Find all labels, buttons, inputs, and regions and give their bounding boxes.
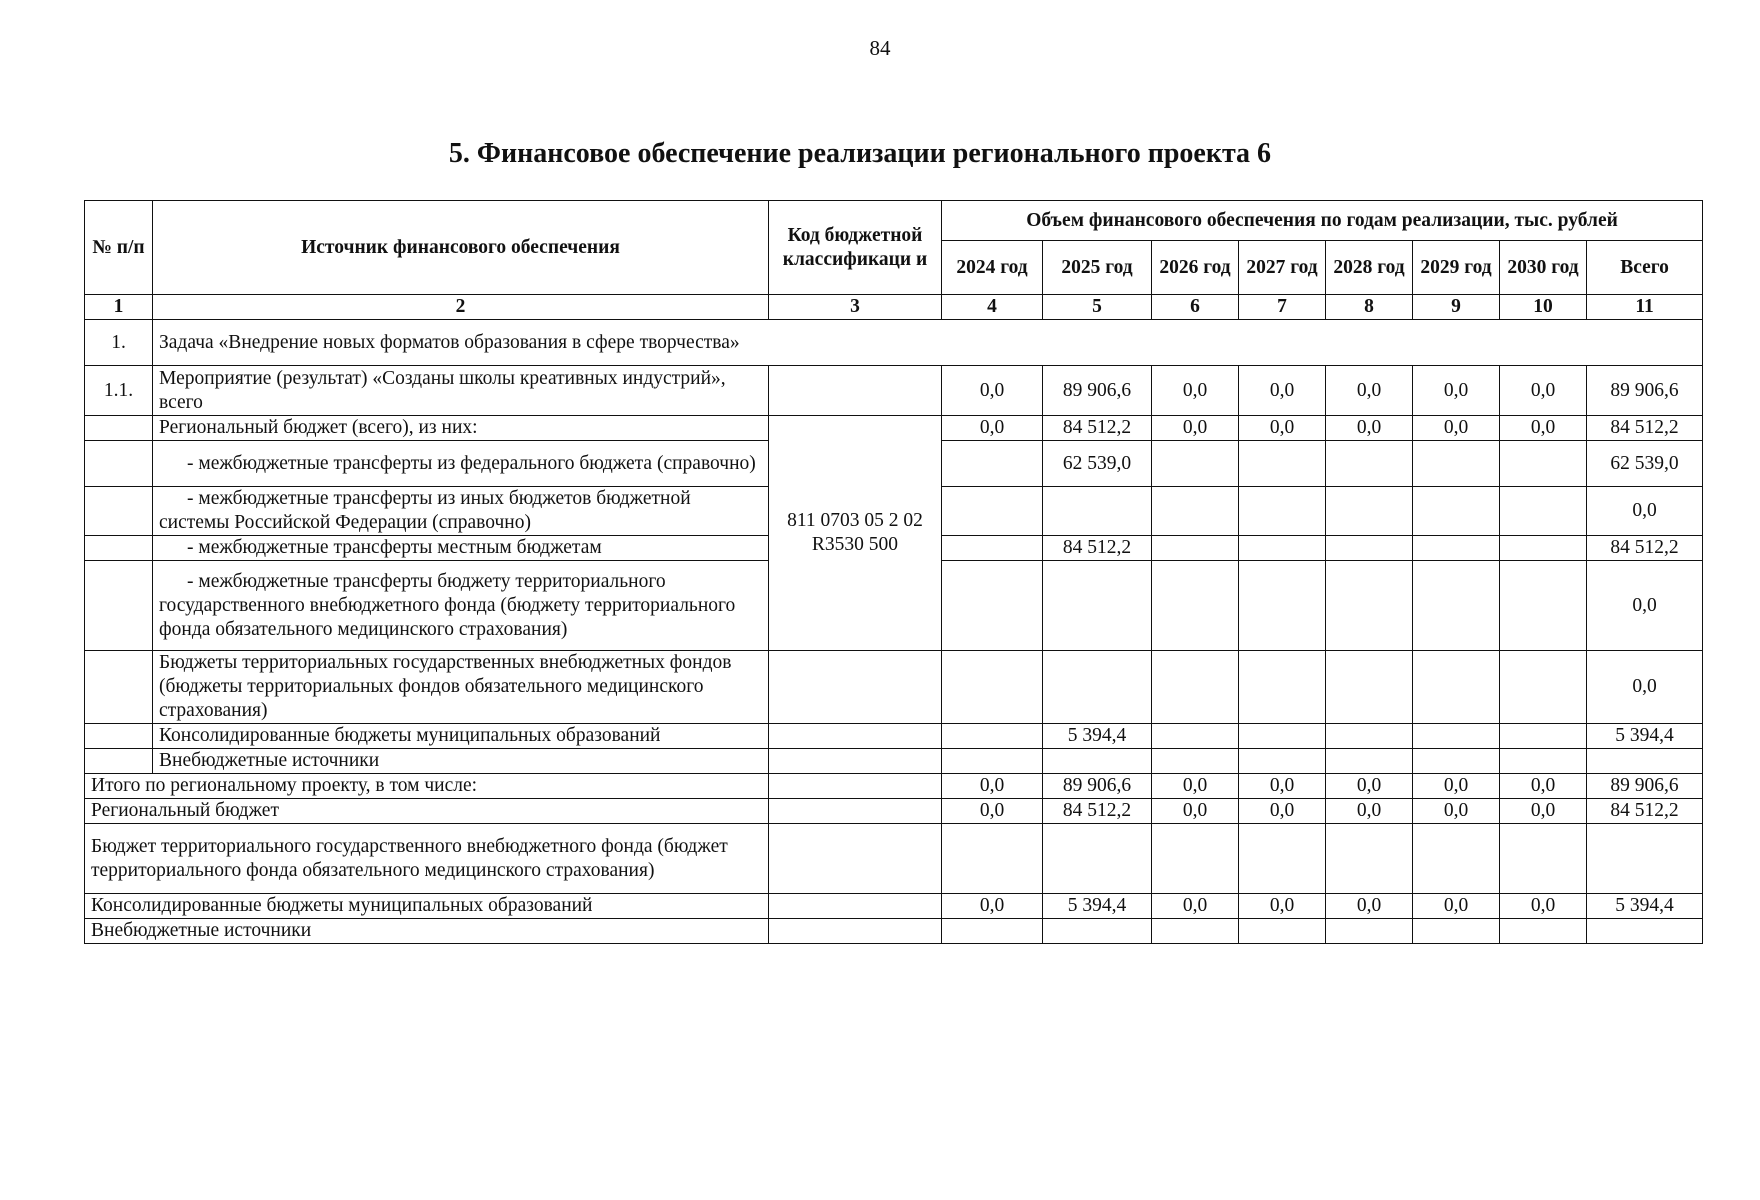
code-cell xyxy=(769,919,942,944)
value-cell xyxy=(942,441,1043,487)
value-cell xyxy=(1413,441,1500,487)
total-row xyxy=(85,919,1703,944)
total-value: 0,0 xyxy=(942,774,1043,799)
value-cell: 0,0 xyxy=(1326,416,1413,441)
value-cell xyxy=(942,651,1043,724)
column-number: 4 xyxy=(942,295,1043,320)
value-cell xyxy=(1152,724,1239,749)
total-value: 89 906,6 xyxy=(1043,774,1152,799)
total-label: Консолидированные бюджеты муниципальных образований xyxy=(85,894,769,919)
event-value: 0,0 xyxy=(1326,366,1413,416)
total-value: 0,0 xyxy=(1152,774,1239,799)
value-cell xyxy=(1043,651,1152,724)
value-cell xyxy=(1500,487,1587,536)
header-year: 2027 год xyxy=(1239,241,1326,295)
value-cell xyxy=(1500,651,1587,724)
value-cell xyxy=(1152,441,1239,487)
source-label: Бюджеты территориальных государственных внебюджетных фондов (бюджеты территориальных фондов обязательного медицинского страхования) xyxy=(153,651,769,724)
section-title: 5. Финансовое обеспечение реализации регионального проекта 6 xyxy=(448,138,1272,169)
header-num: № п/п xyxy=(85,201,153,295)
task-num: 1. xyxy=(85,320,153,366)
source-label: Внебюджетные источники xyxy=(153,749,769,774)
value-cell: 0,0 xyxy=(942,416,1043,441)
total-row xyxy=(85,799,1703,824)
value-cell xyxy=(1043,487,1152,536)
total-value: 5 394,4 xyxy=(1587,894,1703,919)
event-value: 89 906,6 xyxy=(1587,366,1703,416)
source-label: - межбюджетные трансферты местным бюджетам xyxy=(153,536,769,561)
value-cell: 84 512,2 xyxy=(1043,536,1152,561)
source-row xyxy=(85,724,1703,749)
value-cell xyxy=(1413,651,1500,724)
total-value xyxy=(1587,919,1703,944)
value-cell: 0,0 xyxy=(1500,416,1587,441)
total-value: 0,0 xyxy=(1239,774,1326,799)
header-volume: Объем финансового обеспечения по годам реализации, тыс. рублей xyxy=(942,201,1703,241)
column-number-row xyxy=(85,295,1703,320)
total-value xyxy=(1587,824,1703,894)
header-year: 2029 год xyxy=(1413,241,1500,295)
code-cell xyxy=(769,824,942,894)
value-cell xyxy=(1152,536,1239,561)
column-number: 2 xyxy=(153,295,769,320)
total-value: 0,0 xyxy=(1413,799,1500,824)
total-value: 5 394,4 xyxy=(1043,894,1152,919)
value-cell xyxy=(1152,651,1239,724)
value-cell xyxy=(1239,724,1326,749)
row-num xyxy=(85,651,153,724)
code-cell xyxy=(769,799,942,824)
value-cell xyxy=(1326,441,1413,487)
column-number: 9 xyxy=(1413,295,1500,320)
source-label: - межбюджетные трансферты бюджету территориального государственного внебюджетного фонда (бюджету территориального фонда обязательного медицинского страхования) xyxy=(153,561,769,651)
value-cell xyxy=(1326,651,1413,724)
value-cell: 0,0 xyxy=(1587,651,1703,724)
value-cell xyxy=(1326,487,1413,536)
total-value xyxy=(1413,919,1500,944)
total-value: 84 512,2 xyxy=(1043,799,1152,824)
value-cell xyxy=(1500,536,1587,561)
source-row xyxy=(85,651,1703,724)
total-row xyxy=(85,894,1703,919)
total-value xyxy=(1043,919,1152,944)
value-cell xyxy=(942,724,1043,749)
value-cell xyxy=(942,536,1043,561)
value-cell xyxy=(1500,561,1587,651)
code-cell xyxy=(769,724,942,749)
total-value: 0,0 xyxy=(1152,799,1239,824)
header-year: 2024 год xyxy=(942,241,1043,295)
total-label: Региональный бюджет xyxy=(85,799,769,824)
total-value xyxy=(1500,919,1587,944)
task-row xyxy=(85,320,1703,366)
value-cell xyxy=(1326,749,1413,774)
value-cell: 0,0 xyxy=(1587,487,1703,536)
total-value xyxy=(1500,824,1587,894)
value-cell: 62 539,0 xyxy=(1587,441,1703,487)
value-cell xyxy=(1413,749,1500,774)
row-num xyxy=(85,416,153,441)
event-value: 0,0 xyxy=(1239,366,1326,416)
total-value: 0,0 xyxy=(1413,894,1500,919)
total-value xyxy=(1326,919,1413,944)
page-number: 84 xyxy=(869,36,891,60)
total-value: 0,0 xyxy=(1500,894,1587,919)
total-value: 0,0 xyxy=(1326,799,1413,824)
value-cell xyxy=(1152,561,1239,651)
total-value: 0,0 xyxy=(942,799,1043,824)
event-value: 0,0 xyxy=(942,366,1043,416)
value-cell: 84 512,2 xyxy=(1587,536,1703,561)
event-num: 1.1. xyxy=(85,366,153,416)
total-label: Итого по региональному проекту, в том числе: xyxy=(85,774,769,799)
total-value: 0,0 xyxy=(1326,894,1413,919)
column-number: 5 xyxy=(1043,295,1152,320)
column-number: 3 xyxy=(769,295,942,320)
total-value: 0,0 xyxy=(1326,774,1413,799)
value-cell xyxy=(1326,536,1413,561)
source-label: - межбюджетные трансферты из федерального бюджета (справочно) xyxy=(153,441,769,487)
value-cell: 5 394,4 xyxy=(1043,724,1152,749)
value-cell xyxy=(1239,536,1326,561)
value-cell: 84 512,2 xyxy=(1587,416,1703,441)
value-cell xyxy=(1500,724,1587,749)
total-value xyxy=(1326,824,1413,894)
value-cell xyxy=(1043,749,1152,774)
total-value xyxy=(1413,824,1500,894)
value-cell: 0,0 xyxy=(1587,561,1703,651)
source-label: - межбюджетные трансферты из иных бюджетов бюджетной системы Российской Федерации (справочно) xyxy=(153,487,769,536)
value-cell xyxy=(1500,441,1587,487)
total-value: 0,0 xyxy=(1500,774,1587,799)
event-value: 89 906,6 xyxy=(1043,366,1152,416)
code-cell xyxy=(769,894,942,919)
column-number: 8 xyxy=(1326,295,1413,320)
total-row xyxy=(85,774,1703,799)
total-value xyxy=(1152,824,1239,894)
total-value: 0,0 xyxy=(1239,894,1326,919)
column-number: 1 xyxy=(85,295,153,320)
total-value: 84 512,2 xyxy=(1587,799,1703,824)
value-cell: 0,0 xyxy=(1152,416,1239,441)
total-row xyxy=(85,824,1703,894)
source-label: Региональный бюджет (всего), из них: xyxy=(153,416,769,441)
total-value: 0,0 xyxy=(1413,774,1500,799)
row-num xyxy=(85,487,153,536)
total-label: Бюджет территориального государственного внебюджетного фонда (бюджет территориального фонда обязательного медицинского страхования) xyxy=(85,824,769,894)
header-code: Код бюджетной классификаци и xyxy=(769,201,942,295)
total-value: 0,0 xyxy=(1239,799,1326,824)
header-year: 2026 год xyxy=(1152,241,1239,295)
value-cell xyxy=(1239,487,1326,536)
code-cell xyxy=(769,749,942,774)
column-number: 11 xyxy=(1587,295,1703,320)
value-cell xyxy=(1326,561,1413,651)
financing-table xyxy=(84,200,1703,944)
header-total: Всего xyxy=(1587,241,1703,295)
total-value: 0,0 xyxy=(1152,894,1239,919)
value-cell: 5 394,4 xyxy=(1587,724,1703,749)
row-num xyxy=(85,561,153,651)
value-cell xyxy=(942,487,1043,536)
total-value: 89 906,6 xyxy=(1587,774,1703,799)
source-label: Консолидированные бюджеты муниципальных образований xyxy=(153,724,769,749)
event-value: 0,0 xyxy=(1413,366,1500,416)
value-cell: 62 539,0 xyxy=(1043,441,1152,487)
value-cell xyxy=(942,561,1043,651)
row-num xyxy=(85,536,153,561)
total-value xyxy=(942,919,1043,944)
column-number: 7 xyxy=(1239,295,1326,320)
event-text: Мероприятие (результат) «Созданы школы креативных индустрий», всего xyxy=(153,366,769,416)
value-cell xyxy=(1152,749,1239,774)
total-value xyxy=(1239,919,1326,944)
row-num xyxy=(85,724,153,749)
task-text: Задача «Внедрение новых форматов образования в сфере творчества» xyxy=(153,320,1703,366)
value-cell xyxy=(1413,724,1500,749)
column-number: 6 xyxy=(1152,295,1239,320)
source-row xyxy=(85,749,1703,774)
row-num xyxy=(85,749,153,774)
event-row xyxy=(85,366,1703,416)
value-cell xyxy=(1239,749,1326,774)
value-cell xyxy=(1152,487,1239,536)
source-row xyxy=(85,416,1703,441)
column-number: 10 xyxy=(1500,295,1587,320)
value-cell: 84 512,2 xyxy=(1043,416,1152,441)
total-label: Внебюджетные источники xyxy=(85,919,769,944)
total-value xyxy=(1152,919,1239,944)
header-year: 2030 год xyxy=(1500,241,1587,295)
value-cell: 0,0 xyxy=(1239,416,1326,441)
event-value: 0,0 xyxy=(1500,366,1587,416)
total-value: 0,0 xyxy=(1500,799,1587,824)
value-cell xyxy=(1326,724,1413,749)
value-cell xyxy=(1500,749,1587,774)
code-cell xyxy=(769,774,942,799)
value-cell xyxy=(1587,749,1703,774)
event-code xyxy=(769,366,942,416)
budget-code: 811 0703 05 2 02 R3530 500 xyxy=(769,416,942,651)
value-cell xyxy=(1413,561,1500,651)
value-cell xyxy=(1239,561,1326,651)
value-cell xyxy=(942,749,1043,774)
total-value xyxy=(1239,824,1326,894)
event-value: 0,0 xyxy=(1152,366,1239,416)
code-cell xyxy=(769,651,942,724)
value-cell xyxy=(1239,441,1326,487)
value-cell xyxy=(1413,536,1500,561)
total-value xyxy=(942,824,1043,894)
value-cell: 0,0 xyxy=(1413,416,1500,441)
value-cell xyxy=(1413,487,1500,536)
row-num xyxy=(85,441,153,487)
header-year: 2028 год xyxy=(1326,241,1413,295)
header-year: 2025 год xyxy=(1043,241,1152,295)
value-cell xyxy=(1043,561,1152,651)
value-cell xyxy=(1239,651,1326,724)
header-source: Источник финансового обеспечения xyxy=(153,201,769,295)
total-value: 0,0 xyxy=(942,894,1043,919)
total-value xyxy=(1043,824,1152,894)
